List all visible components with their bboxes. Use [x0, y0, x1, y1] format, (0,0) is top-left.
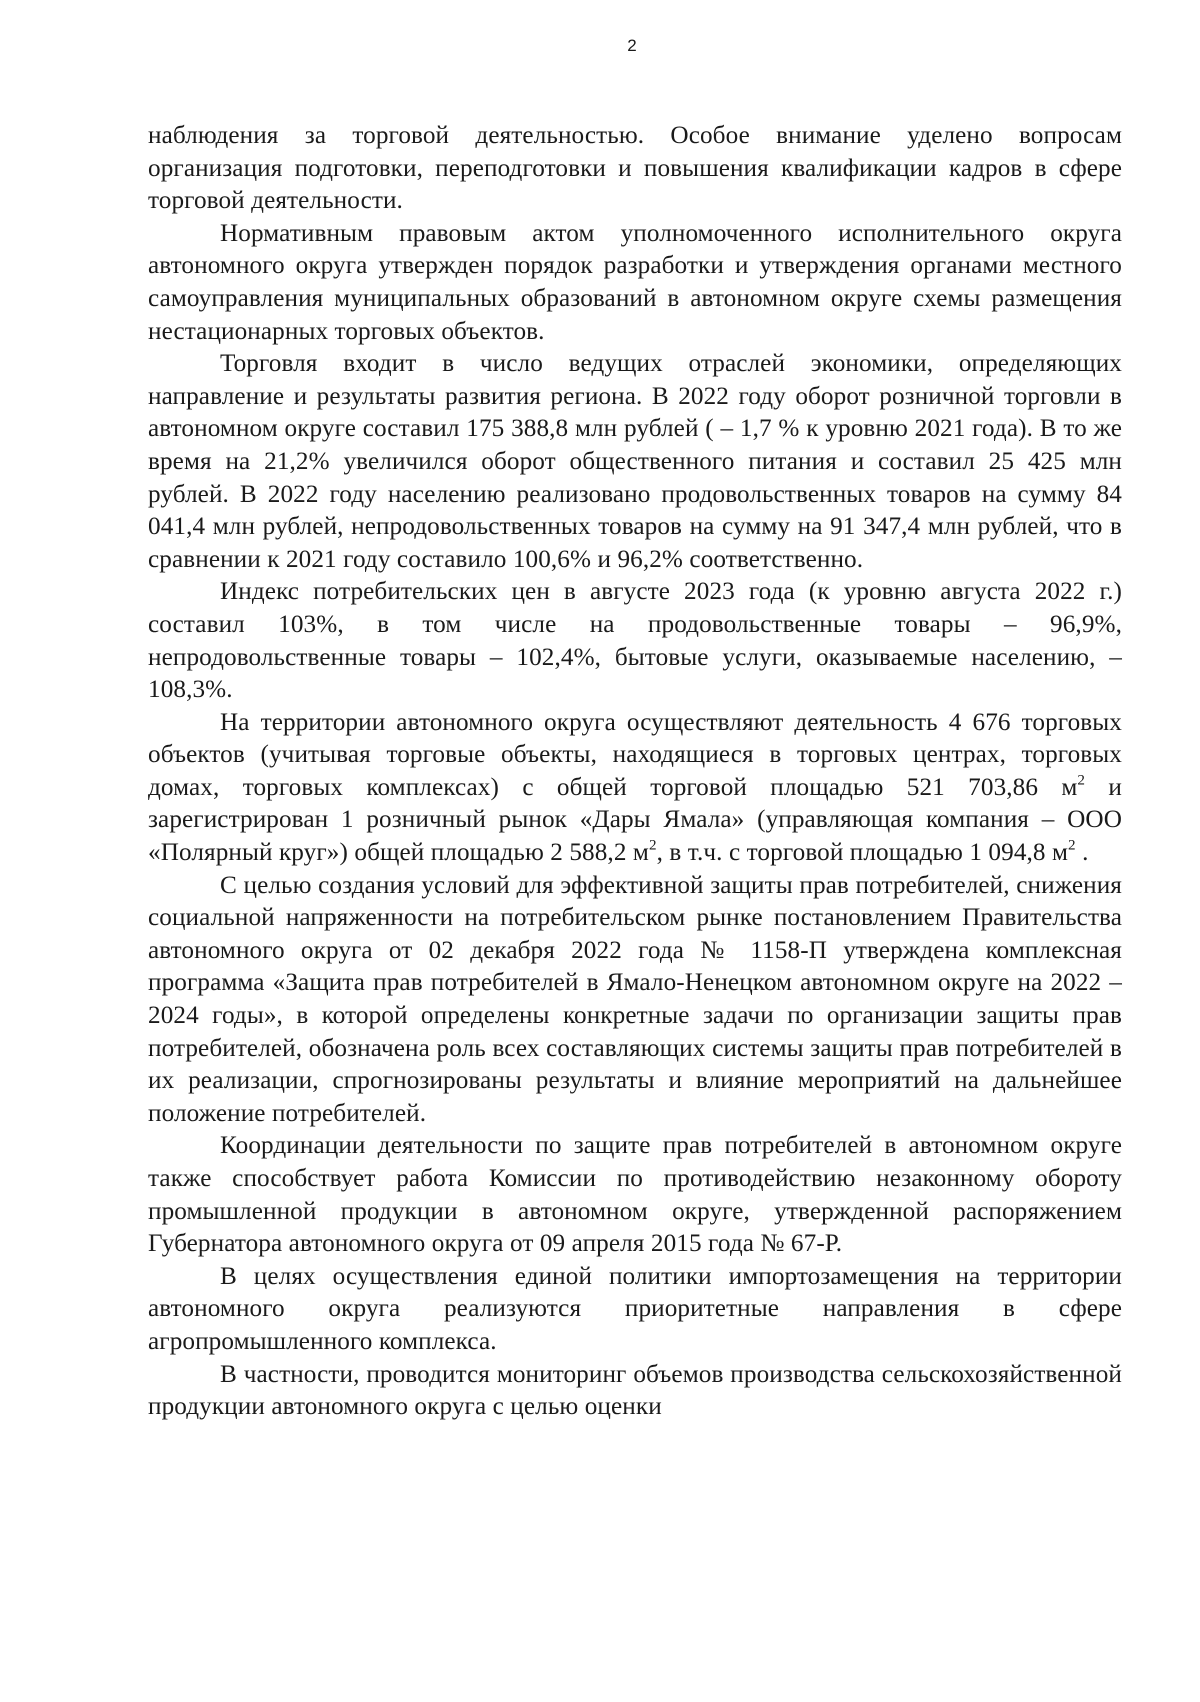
paragraph-3: Торговля входит в число ведущих отраслей экономики, определяющих направление и результаты развития региона. В 2022 году оборот розничной торговли в автономном округе составил 175 388,8 млн рублей ( – 1,7 % к уровню 2021 года). В то же время на 21,2% увеличился оборот общественного питания и составил 25 425 млн рублей. В 2022 году населению реализовано продовольственных товаров на сумму 84 041,4 млн рублей, непродовольственных товаров на сумму на 91 347,4 млн рублей, что в сравнении к 2021 году составило 100,6% и 96,2% соответственно.	[148, 350, 1122, 573]
paragraph-5-part-1: На территории автономного округа осуществляют деятельность 4 676 торговых объектов (учитывая торговые объекты, находящиеся в торговых центрах, торговых домах, торговых комплексах) с общей торговой площадью 521 703,86 м	[148, 708, 1122, 801]
paragraph-6: С целью создания условий для эффективной защиты прав потребителей, снижения социальной напряженности на потребительском рынке постановлением Правительства автономного округа от 02 декабря 2022 года № 1158-П утверждена комплексная программа «Защита прав потребителей в Ямало-Ненецком автономном округе на 2022 – 2024 годы», в которой определены конкретные задачи по организации защиты прав потребителей, обозначена роль всех составляющих системы защиты прав потребителей в их реализации, спрогнозированы результаты и влияние мероприятий на дальнейшее положение потребителей.	[148, 871, 1122, 1127]
paragraph-5-part-3: , в т.ч. с торговой площадью 1 094,8 м	[656, 839, 1069, 867]
page-number: 2	[627, 36, 637, 55]
paragraph-7: Координации деятельности по защите прав потребителей в автономном округе также способствует работа Комиссии по противодействию незаконному обороту промышленной продукции в автономном округе, утвержденной распоряжением Губернатора автономного округа от 09 апреля 2015 года № 67-Р.	[148, 1132, 1122, 1258]
paragraph-4: Индекс потребительских цен в августе 2023 года (к уровню августа 2022 г.) составил 103%, в том числе на продовольственные товары – 96,9%, непродовольственные товары – 102,4%, бытовые услуги, оказываемые населению, – 108,3%.	[148, 578, 1122, 704]
paragraph-1: наблюдения за торговой деятельностью. Особое внимание уделено вопросам организация подготовки, переподготовки и повышения квалификации кадров в сфере торговой деятельности.	[148, 122, 1122, 215]
superscript-2: 2	[1068, 837, 1076, 854]
document-body	[148, 120, 1122, 1424]
paragraph-8: В целях осуществления единой политики импортозамещения на территории автономного округа реализуются приоритетные направления в сфере агропромышленного комплекса.	[148, 1262, 1122, 1355]
paragraph-5	[148, 707, 1122, 870]
paragraph-9: В частности, проводится мониторинг объемов производства сельскохозяйственной продукции автономного округа с целью оценки	[148, 1360, 1122, 1421]
superscript-2: 2	[1077, 772, 1086, 789]
paragraph-5-part-4: .	[1075, 839, 1089, 867]
superscript-2: 2	[648, 837, 657, 854]
paragraph-2: Нормативным правовым актом уполномоченного исполнительного округа автономного округа утвержден порядок разработки и утверждения органами местного самоуправления муниципальных образований в автономном округе схемы размещения нестационарных торговых объектов.	[148, 219, 1122, 345]
paragraph-5-part-2: и зарегистрирован 1 розничный рынок «Дары Ямала» (управляющая компания – ООО «Полярный круг») общей площадью 2 588,2 м	[148, 773, 1122, 867]
